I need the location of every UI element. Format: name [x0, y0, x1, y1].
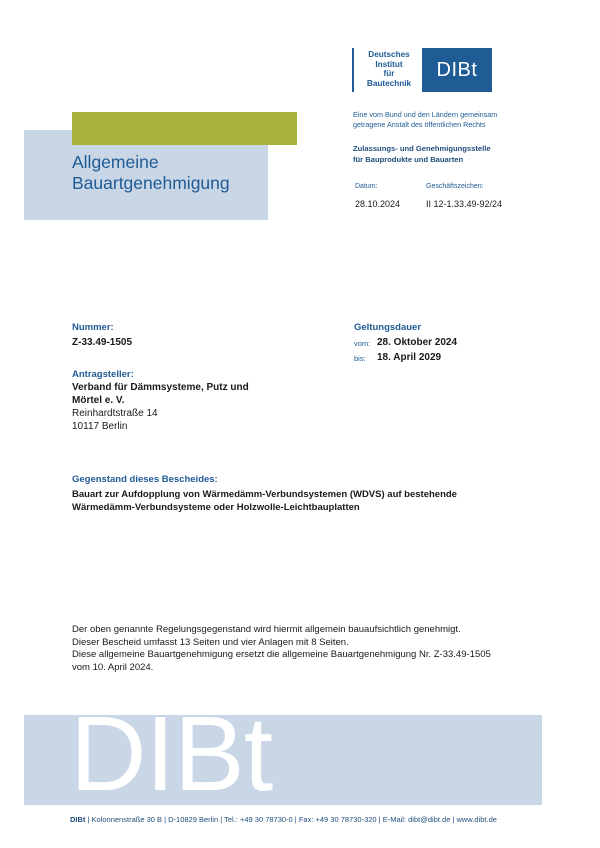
applicant-city: 10117 Berlin	[72, 421, 128, 432]
validity-from-value: 28. Oktober 2024	[377, 337, 458, 348]
footer-watermark-logo: DIBt	[70, 715, 273, 805]
body-paragraph	[72, 624, 542, 674]
footer-org: DIBt	[70, 815, 86, 824]
number-label: Nummer:	[72, 322, 114, 333]
title-line-1: Allgemeine	[72, 152, 159, 172]
subject-label: Gegenstand dieses Bescheides:	[72, 474, 218, 485]
validity-to-value: 18. April 2029	[377, 352, 442, 363]
body-line-3: Diese allgemeine Bauartgenehmigung ersetzt die allgemeine Bauartgenehmigung Nr. Z-33.49-1505	[72, 649, 491, 660]
office-line-2: für Bauprodukte und Bauarten	[353, 154, 464, 164]
subject-text	[72, 488, 457, 514]
reference-label: Geschäftszeichen:	[426, 183, 484, 190]
logo-line-3: für	[383, 69, 395, 79]
date-label: Datum:	[355, 183, 378, 190]
footer-contact-line	[70, 815, 497, 824]
footer-details: | Kolonnenstraße 30 B | D-10829 Berlin | Tel.: +49 30 78730-0 | Fax: +49 30 78730-320 | E-Mail: dibt@dibt.de | www.dibt.de	[85, 815, 497, 824]
applicant-name	[72, 381, 249, 407]
reference-value: II 12-1.33.49-92/24	[426, 199, 503, 209]
validity-from-label: vom:	[354, 339, 371, 348]
number-value: Z-33.49-1505	[72, 337, 133, 348]
logo-line-2: Institut	[375, 59, 403, 69]
dibt-logo-mark: DIBt	[422, 48, 492, 92]
title-line-2: Bauartgenehmigung	[72, 173, 230, 193]
logo-rule	[352, 48, 354, 92]
logo-line-4: Bautechnik	[366, 78, 412, 88]
blurb-line-2: getragene Anstalt des öffentlichen Rechts	[353, 120, 486, 129]
body-line-4: vom 10. April 2024.	[72, 661, 154, 673]
institute-logo-text	[358, 50, 420, 88]
applicant-address	[72, 407, 158, 433]
title-band-green	[72, 112, 297, 145]
logo-line-1: Deutsches	[368, 50, 410, 59]
applicant-name-line-2: Mörtel e. V.	[72, 395, 125, 406]
body-line-1: Der oben genannte Regelungsgegenstand wird hiermit allgemein bauaufsichtlich genehmigt.	[72, 624, 461, 635]
office-name	[353, 144, 553, 165]
blurb-line-1: Eine vom Bund und den Ländern gemeinsam	[353, 110, 498, 119]
applicant-label: Antragsteller:	[72, 369, 134, 380]
footer-band	[24, 715, 542, 805]
validity-to-label: bis:	[354, 354, 366, 363]
subject-line-2: Wärmedämm-Verbundsysteme oder Holzwolle-Leichtbauplatten	[72, 502, 360, 513]
body-line-2: Dieser Bescheid umfasst 13 Seiten und vier Anlagen mit 8 Seiten.	[72, 636, 349, 648]
date-value: 28.10.2024	[355, 199, 401, 209]
applicant-name-line-1: Verband für Dämmsysteme, Putz und	[72, 382, 249, 393]
document-title	[72, 152, 230, 194]
subject-line-1: Bauart zur Aufdopplung von Wärmedämm-Verbundsystemen (WDVS) auf bestehende	[72, 489, 457, 500]
applicant-street: Reinhardtstraße 14	[72, 408, 158, 419]
office-line-1: Zulassungs- und Genehmigungsstelle	[353, 144, 491, 153]
institution-description	[353, 110, 553, 130]
validity-label: Geltungsdauer	[354, 322, 422, 333]
